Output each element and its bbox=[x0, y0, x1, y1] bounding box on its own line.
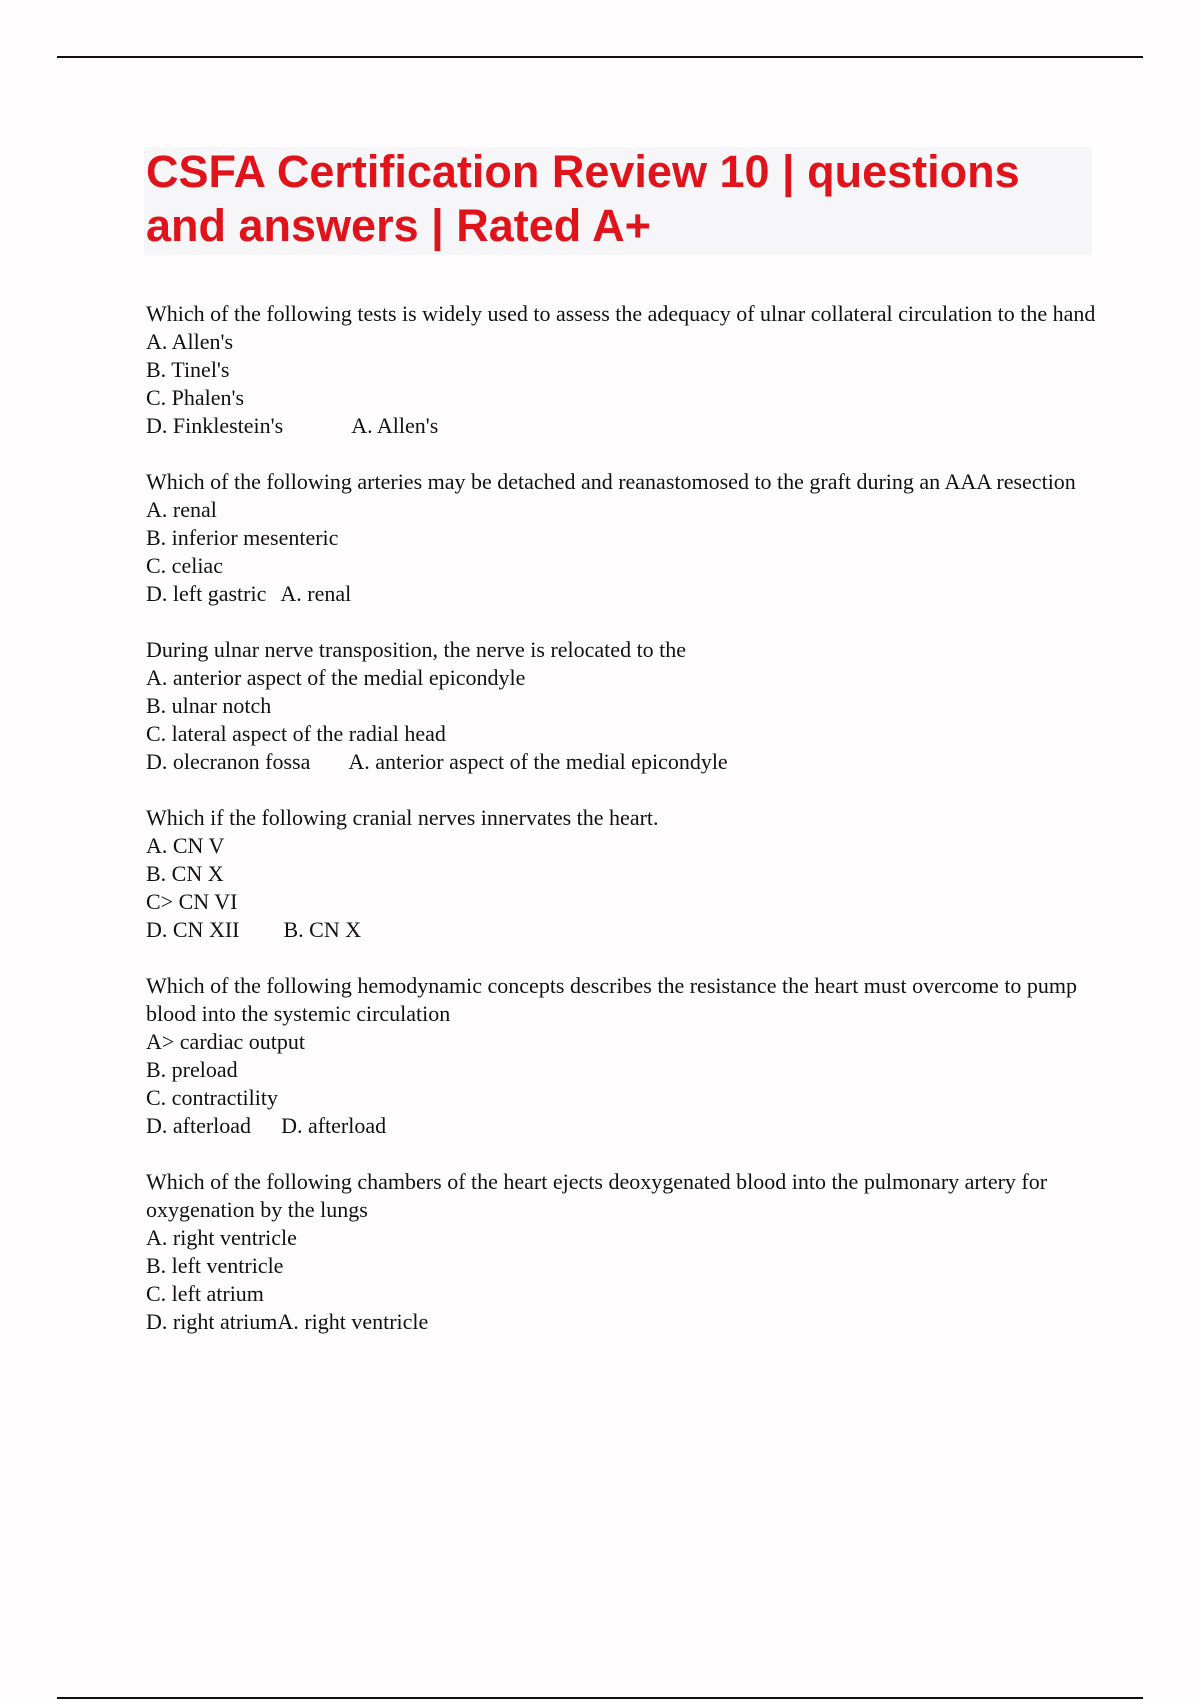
question-text: During ulnar nerve transposition, the nerve is relocated to the bbox=[146, 637, 687, 662]
option: B. inferior mesenteric bbox=[146, 525, 339, 550]
question-text: Which of the following hemodynamic concepts describes the resistance the heart must overcome to pump blood into the systemic circulation bbox=[146, 973, 1078, 1026]
answer: B. CN X bbox=[283, 917, 362, 942]
question-text: Which of the following tests is widely used to assess the adequacy of ulnar collateral circulation to the hand bbox=[146, 301, 1096, 326]
option: B. left ventricle bbox=[146, 1253, 284, 1278]
option: C. celiac bbox=[146, 553, 223, 578]
answer: D. afterload bbox=[281, 1113, 387, 1138]
answer: A. anterior aspect of the medial epicondyle bbox=[348, 749, 728, 774]
option: A> cardiac output bbox=[146, 1029, 306, 1054]
option: D. right atrium bbox=[146, 1309, 278, 1334]
qa-list bbox=[146, 300, 1096, 1364]
option: C> CN VI bbox=[146, 889, 238, 914]
qa-item bbox=[146, 1168, 1096, 1336]
option: C. left atrium bbox=[146, 1281, 264, 1306]
option: D. olecranon fossa bbox=[146, 749, 311, 774]
qa-item bbox=[146, 468, 1096, 608]
option: C. Phalen's bbox=[146, 385, 245, 410]
option: C. lateral aspect of the radial head bbox=[146, 721, 446, 746]
option: A. Allen's bbox=[146, 329, 234, 354]
option: A. renal bbox=[146, 497, 217, 522]
option: B. Tinel's bbox=[146, 357, 230, 382]
option: A. right ventricle bbox=[146, 1225, 297, 1250]
option: D. left gastric bbox=[146, 581, 267, 606]
qa-item bbox=[146, 804, 1096, 944]
bottom-rule bbox=[57, 1697, 1143, 1699]
answer: A. right ventricle bbox=[277, 1309, 429, 1334]
question-text: Which if the following cranial nerves innervates the heart. bbox=[146, 805, 659, 830]
top-rule bbox=[57, 56, 1143, 58]
document-title: CSFA Certification Review 10 | questions and answers | Rated A+ bbox=[146, 146, 1020, 251]
option: A. anterior aspect of the medial epicondyle bbox=[146, 665, 526, 690]
qa-item bbox=[146, 972, 1096, 1140]
answer: A. renal bbox=[280, 581, 352, 606]
qa-item bbox=[146, 636, 1096, 776]
option: D. afterload bbox=[146, 1113, 252, 1138]
qa-item bbox=[146, 300, 1096, 440]
option: B. preload bbox=[146, 1057, 238, 1082]
answer: A. Allen's bbox=[351, 413, 439, 438]
option: C. contractility bbox=[146, 1085, 278, 1110]
question-text: Which of the following chambers of the heart ejects deoxygenated blood into the pulmonary artery for oxygenation by the lungs bbox=[146, 1169, 1048, 1222]
option: B. CN X bbox=[146, 861, 224, 886]
option: B. ulnar notch bbox=[146, 693, 272, 718]
option: D. Finklestein's bbox=[146, 413, 284, 438]
option: D. CN XII bbox=[146, 917, 240, 942]
question-text: Which of the following arteries may be detached and reanastomosed to the graft during an AAA resection bbox=[146, 469, 1076, 494]
option: A. CN V bbox=[146, 833, 225, 858]
